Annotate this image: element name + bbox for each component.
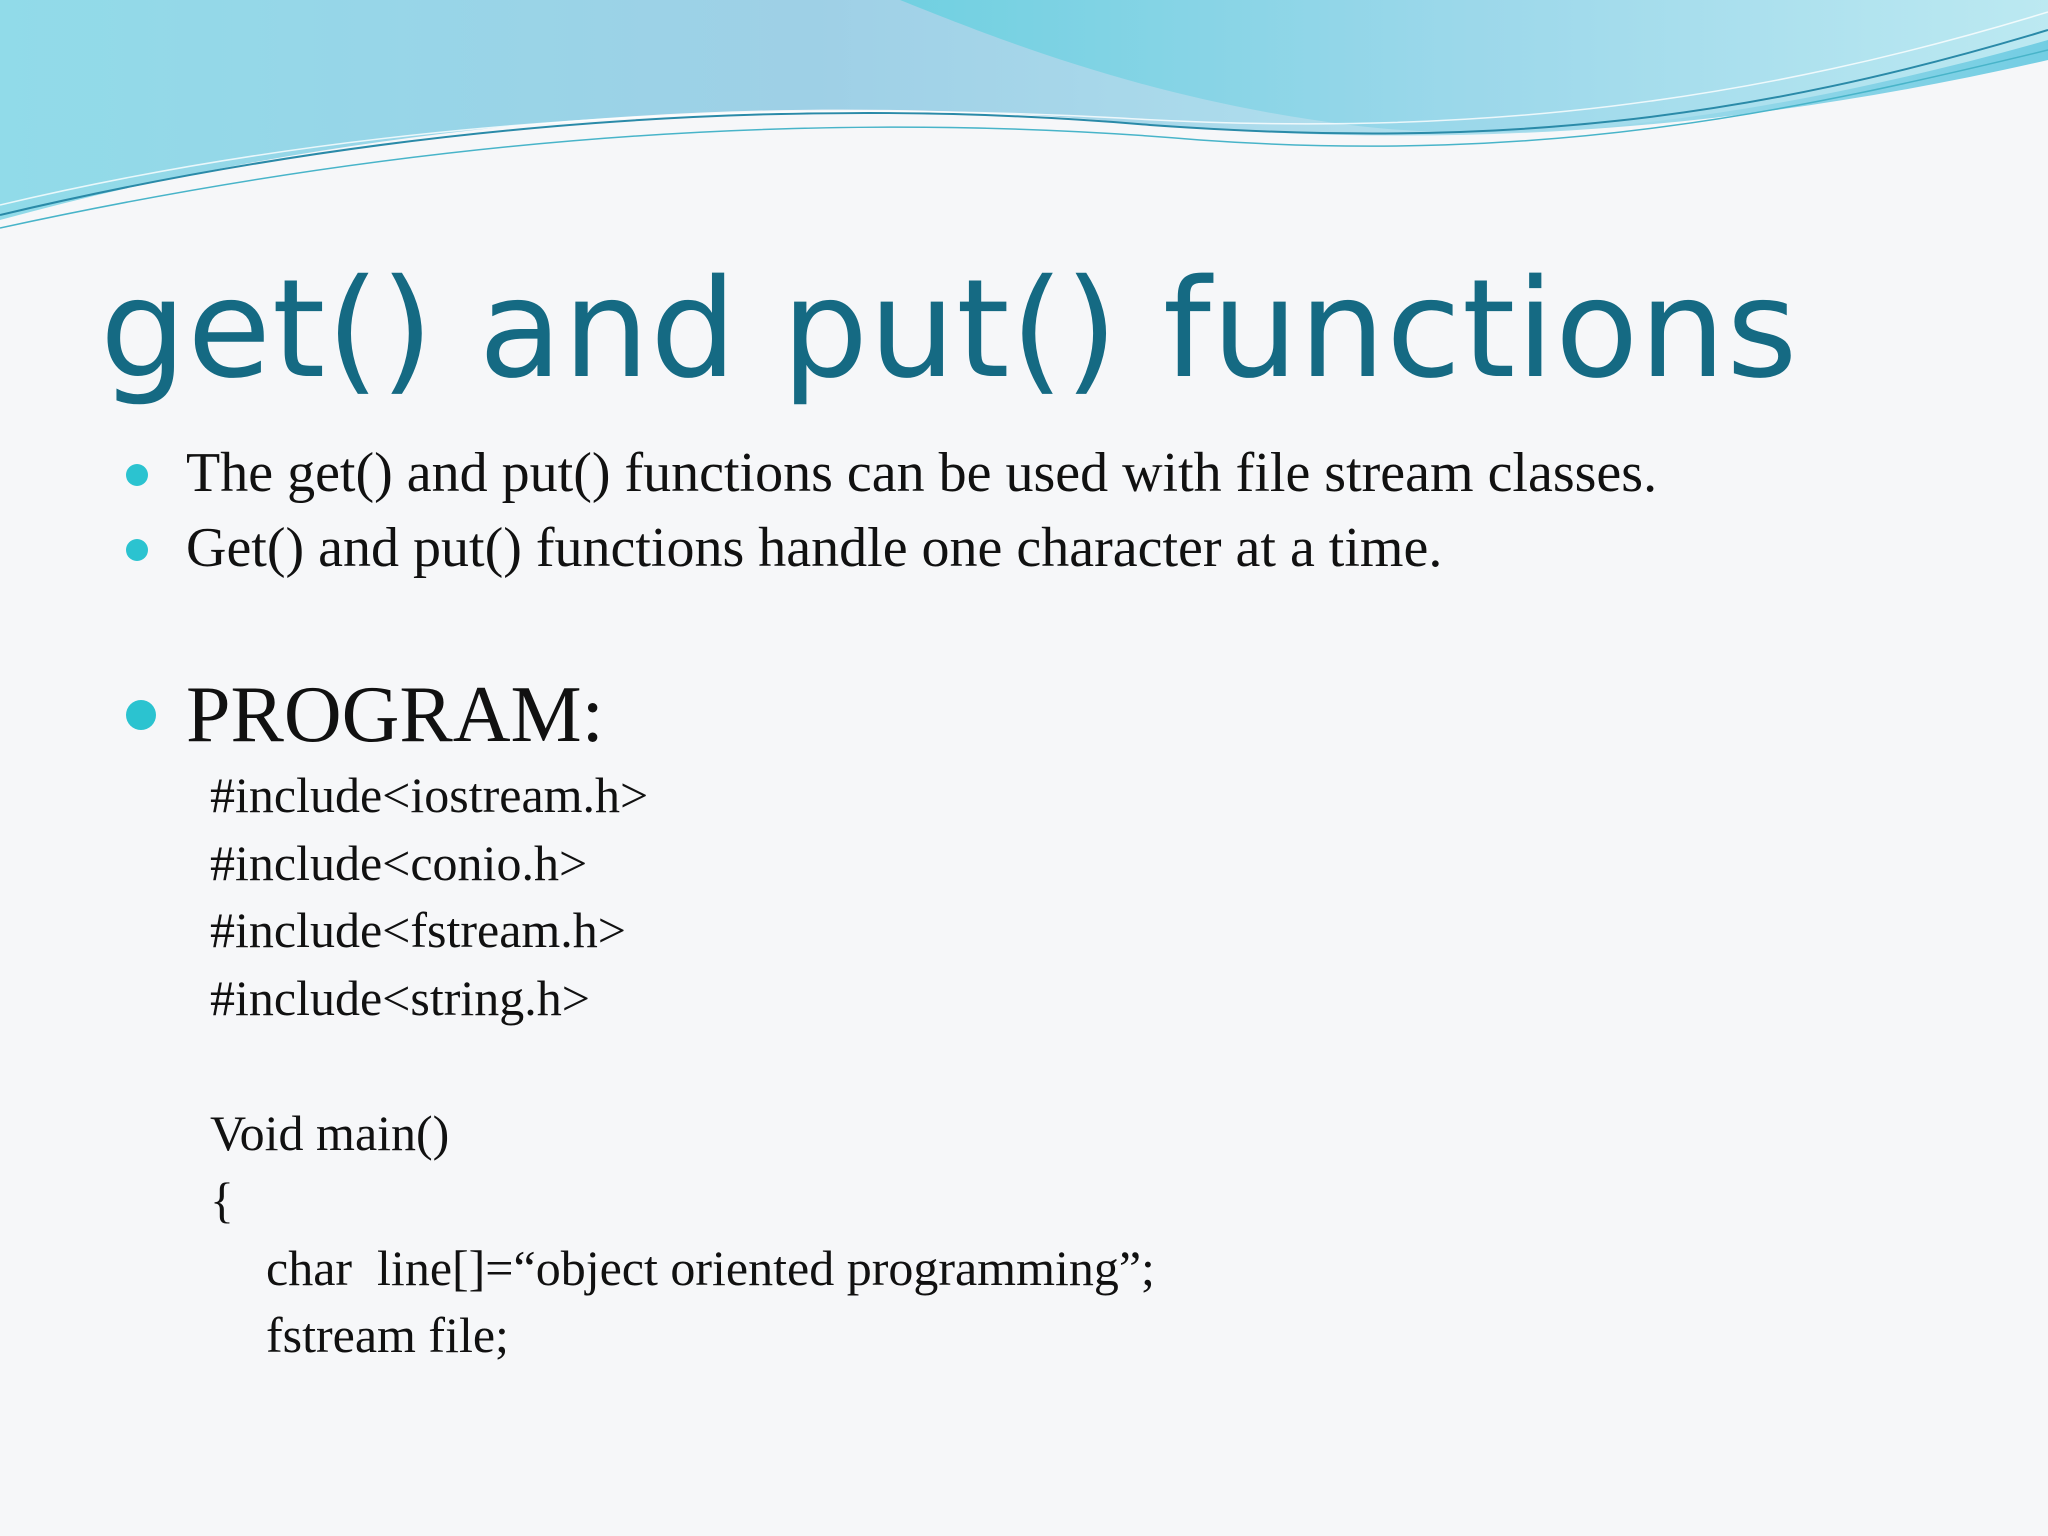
code-line-blank: [210, 1032, 1155, 1100]
code-line: #include<conio.h>: [210, 834, 588, 891]
code-line: #include<string.h>: [210, 969, 590, 1026]
code-line: fstream file;: [266, 1307, 509, 1363]
bullet-item: [126, 436, 1657, 511]
code-line: #include<iostream.h>: [210, 767, 649, 823]
code-line: #include<fstream.h>: [210, 902, 626, 958]
program-heading: [126, 670, 604, 760]
program-label: PROGRAM:: [186, 671, 604, 759]
slide-title: get() and put() functions: [100, 251, 1799, 409]
code-line: {: [210, 1172, 234, 1228]
bullet-list: [126, 436, 1657, 586]
bullet-text: The get() and put() functions can be used with file stream classes.: [186, 442, 1658, 504]
bullet-text: Get() and put() functions handle one character at a time.: [186, 517, 1443, 579]
bullet-dot-icon: [126, 464, 148, 486]
code-line: char line[]=“object oriented programming”;: [266, 1239, 1155, 1296]
bullet-dot-icon: [126, 539, 148, 561]
code-block: [210, 762, 1155, 1370]
header-wave-decoration: [0, 0, 2048, 260]
bullet-item: [126, 511, 1657, 586]
code-line: Void main(): [210, 1104, 450, 1161]
bullet-dot-icon: [126, 700, 156, 730]
